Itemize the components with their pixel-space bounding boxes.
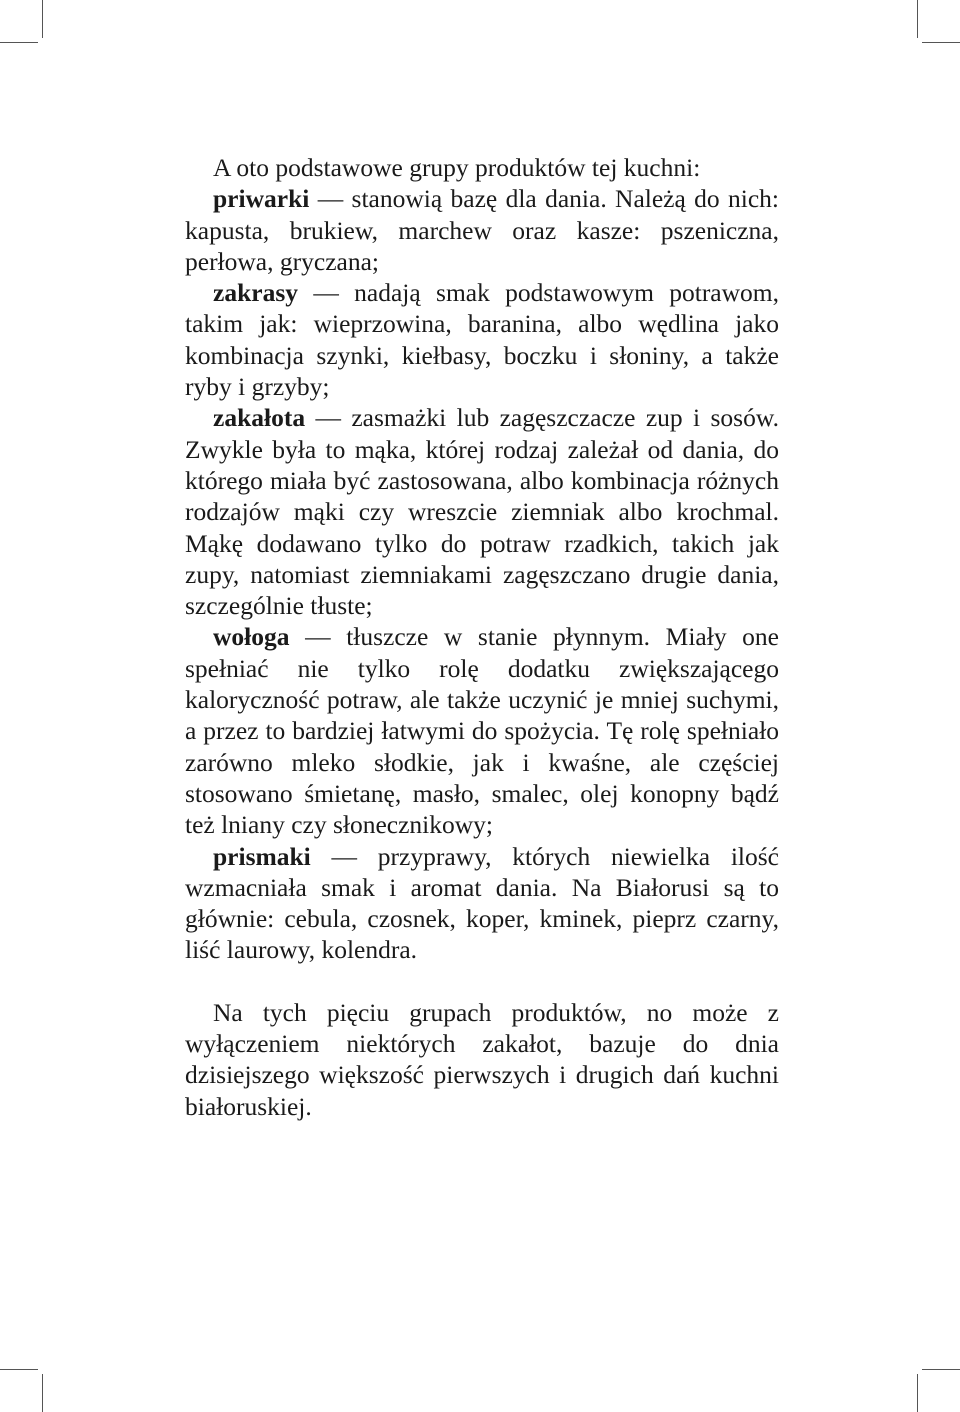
group-description: zasmażki lub zagęszczacze zup i sosów. Zwykle była to mąka, której rodzaj zależał od dania, do którego miała być zastosowana, albo kombinacja różnych rodzajów mąki czy wreszcie ziemniak albo krochmal. Mąkę dodawano tylko do potraw rzadkich, takich jak zupy, natomiast ziemniakami zagęszczano drugie dania, szczególnie tłuste; [185, 403, 779, 621]
paragraph-spacer [185, 966, 779, 997]
crop-mark-bottom-left-vertical [42, 1374, 43, 1412]
body-text [185, 152, 779, 1122]
group-paragraph-wologa [185, 621, 779, 840]
em-dash: — [310, 841, 378, 871]
em-dash: — [309, 184, 352, 214]
group-paragraph-zakrasy [185, 277, 779, 402]
group-term: priwarki [213, 184, 310, 214]
group-description: stanowią bazę dla dania. Należą do nich: kapusta, brukiew, marchew oraz kasze: pszeniczna, perłowa, gryczana; [185, 184, 780, 276]
group-term: zakałota [213, 403, 306, 433]
group-term: prismaki [213, 841, 311, 871]
group-description: tłuszcze w stanie płynnym. Miały one spełniać nie tylko rolę dodatku zwiększającego kaloryczność potraw, ale także uczynić je mniej suchymi, a przez to bardziej łatwymi do spożycia. Tę rolę spełniało zarówno mleko słodkie, jak i kwaśne, ale częściej stosowano śmietanę, masło, smalec, olej konopny bądź też lniany czy słonecznikowy; [185, 622, 779, 840]
group-paragraph-zakalota [185, 402, 779, 621]
em-dash: — [289, 622, 347, 652]
crop-mark-top-right-horizontal [922, 42, 960, 43]
intro-paragraph: A oto podstawowe grupy produktów tej kuchni: [213, 153, 701, 182]
em-dash: — [298, 278, 355, 308]
crop-mark-bottom-right-horizontal [922, 1369, 960, 1370]
group-term: wołoga [213, 622, 290, 652]
closing-paragraph: Na tych pięciu grupach produktów, no może z wyłączeniem niektórych zakałot, bazuje do dnia dzisiejszego większość pierwszych i drugich dań kuchni białoruskiej. [185, 997, 779, 1121]
crop-mark-top-left-horizontal [0, 42, 38, 43]
group-term: zakrasy [213, 278, 298, 308]
crop-mark-bottom-right-vertical [917, 1374, 918, 1412]
crop-mark-top-left-vertical [42, 0, 43, 38]
group-description: przyprawy, których niewielka ilość wzmacniała smak i aromat dania. Na Białorusi są to głównie: cebula, czosnek, koper, kminek, pieprz czarny, liść laurowy, kolendra. [185, 841, 779, 965]
group-paragraph-prismaki [185, 841, 779, 966]
group-description: nadają smak podstawowym potrawom, takim jak: wieprzowina, baranina, albo wędlina jako kombinacja szynki, kiełbasy, boczku i słoniny, a także ryby i grzyby; [185, 278, 779, 402]
crop-mark-top-right-vertical [917, 0, 918, 38]
crop-mark-bottom-left-horizontal [0, 1369, 38, 1370]
em-dash: — [305, 403, 352, 433]
group-paragraph-priwarki [185, 183, 779, 277]
